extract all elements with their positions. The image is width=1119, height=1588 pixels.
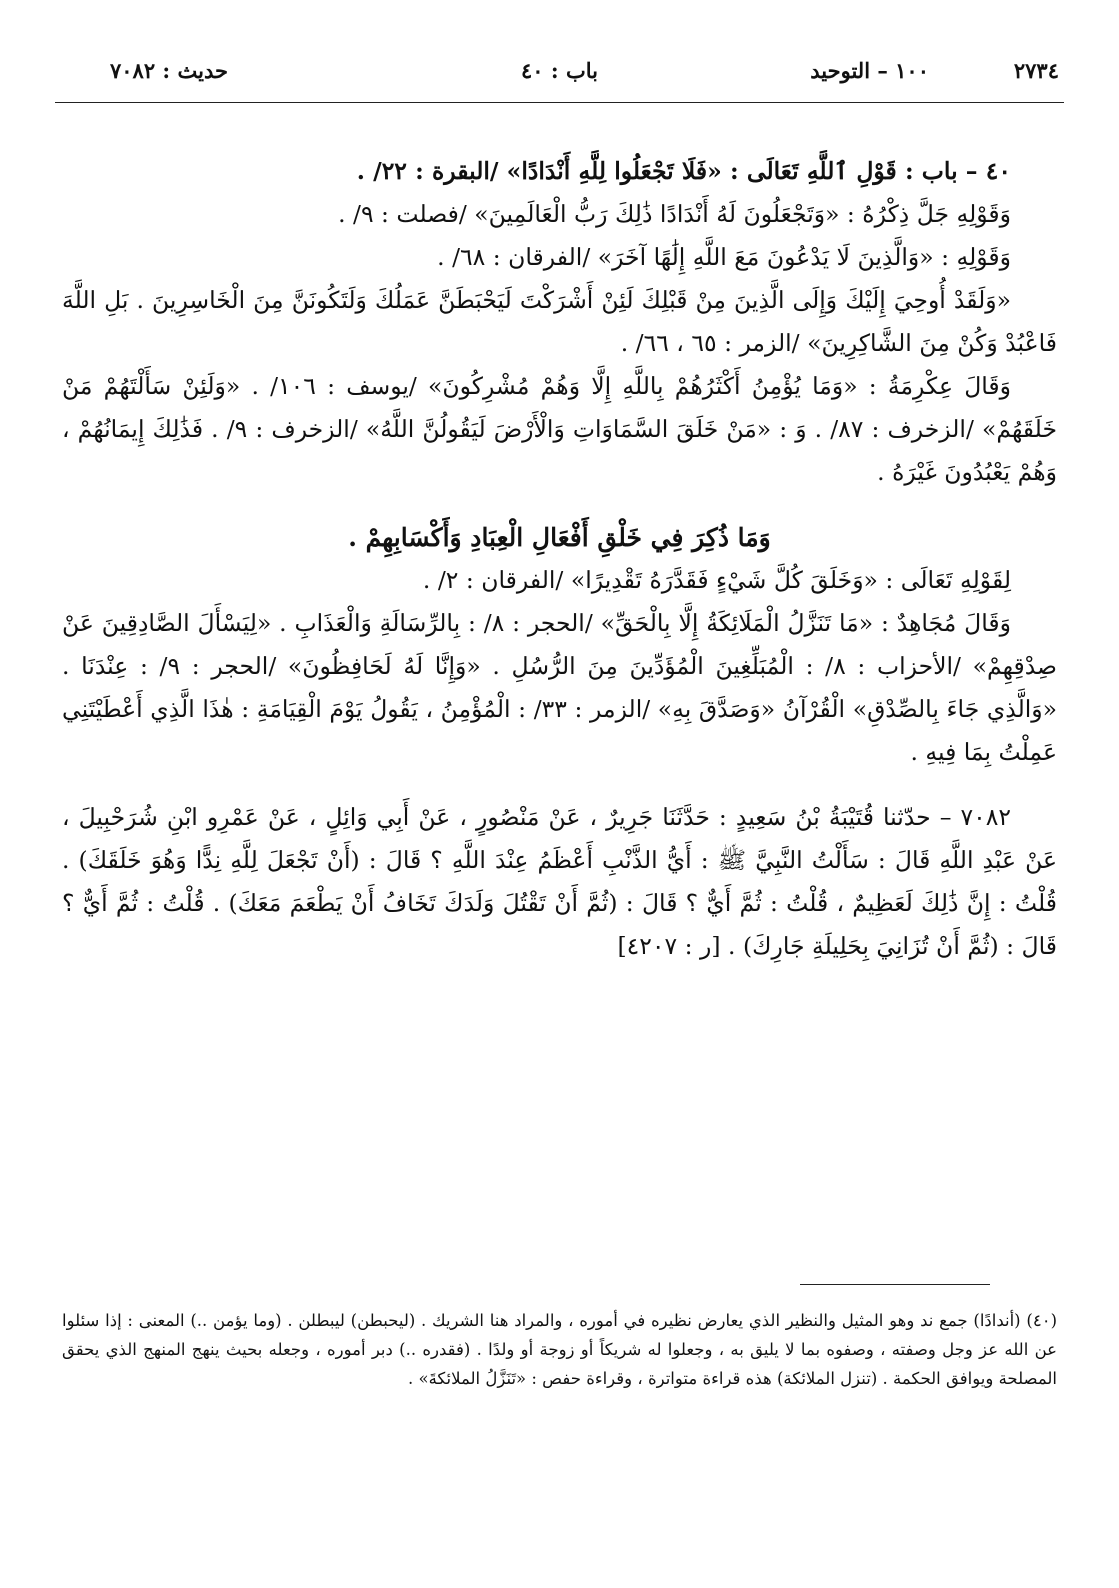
sub-heading: وَمَا ذُكِرَ فِي خَلْقِ أَفْعَالِ الْعِبَادِ وَأَكْسَابِهِمْ . bbox=[348, 523, 771, 552]
chapter-label: باب : ٤٠ bbox=[521, 58, 598, 83]
hadith-label: حديث : ٧٠٨٢ bbox=[110, 58, 228, 83]
header-divider bbox=[55, 102, 1064, 103]
chapter-title: ٤٠ – باب : قَوْلِ ٱللَّهِ تَعَالَى : «فَلَا تَجْعَلُوا لِلَّهِ أَنْدَادًا» /البقرة : ٢٢/ . bbox=[356, 157, 1011, 185]
footnote bbox=[62, 1306, 1057, 1393]
page-number: ٢٧٣٤ bbox=[1013, 58, 1059, 83]
running-header bbox=[60, 52, 1059, 96]
hadith-text: ٧٠٨٢ – حدّثنا قُتَيْبَةُ بْنُ سَعِيدٍ : حَدَّثَنَا جَرِيرٌ ، عَنْ مَنْصُورٍ ، عَنْ أَبِي وَائِلٍ ، عَنْ عَمْرِو ابْنِ شُرَحْبِيلَ ، عَنْ عَبْدِ اللَّهِ قَالَ : سَأَلْتُ النَّبِيَّ ﷺ : أَيُّ الذَّنْبِ أَعْظَمُ عِنْدَ اللَّهِ ؟ قَالَ : (أَنْ تَجْعَلَ لِلَّهِ نِدًّا وَهُوَ خَلَقَكَ) . قُلْتُ : إِنَّ ذَٰلِكَ لَعَظِيمٌ ، قُلْتُ : ثُمَّ أَيٌّ ؟ قَالَ : (ثُمَّ أَنْ تَقْتُلَ وَلَدَكَ تَخَافُ أَنْ يَطْعَمَ مَعَكَ) . قُلْتُ : ثُمَّ أَيٌّ ؟ قَالَ : (ثُمَّ أَنْ تُزَانِيَ بِحَلِيلَةِ جَارِكَ) . [ر : ٤٢٠٧] bbox=[62, 803, 1057, 960]
body-paragraph: وَقَالَ عِكْرِمَةُ : «وَمَا يُؤْمِنُ أَكْثَرُهُمْ بِاللَّهِ إِلَّا وَهُمْ مُشْرِكُونَ» /يوسف : ١٠٦/ . «وَلَئِنْ سَأَلْتَهُمْ مَنْ خَلَقَهُمْ» /الزخرف : ٨٧/ . وَ : «مَنْ خَلَقَ السَّمَاوَاتِ وَالْأَرْضَ لَيَقُولُنَّ اللَّهُ» /الزخرف : ٩/ . فَذَٰلِكَ إِيمَانُهُمْ ، وَهُمْ يَعْبُدُونَ غَيْرَهُ . bbox=[62, 372, 1057, 486]
body-paragraph: وَقَوْلِهِ : «وَالَّذِينَ لَا يَدْعُونَ مَعَ اللَّهِ إِلَٰهًا آخَرَ» /الفرقان : ٦٨/ . bbox=[437, 243, 1011, 271]
footnote-divider bbox=[800, 1284, 990, 1285]
footnote-text: (٤٠) (أندادًا) جمع ند وهو المثيل والنظير الذي يعارض نظيره في أموره ، والمراد هنا الشريك . (ليحبطن) ليبطلن . (وما يؤمن ..) المعنى : إذا سئلوا عن الله عز وجل وصفته ، وصفوه بما لا يليق به ، وجعلوا له شريكاً أو زوجة أو ولدًا . (فقدره ..) دبر أموره ، وجعله بحيث ينهج المنهج الذي يحقق المصلحة ويوافق الحكمة . (تنزل الملائكة) هذه قراءة متواترة ، وقراءة حفص : «تَنَزَّلُ الملائكةَ» . bbox=[62, 1311, 1057, 1388]
section-spacer bbox=[62, 774, 1057, 796]
body-paragraph: «وَلَقَدْ أُوحِيَ إِلَيْكَ وَإِلَى الَّذِينَ مِنْ قَبْلِكَ لَئِنْ أَشْرَكْتَ لَيَحْبَطَنَّ عَمَلُكَ وَلَتَكُونَنَّ مِنَ الْخَاسِرِينَ . بَلِ اللَّهَ فَاعْبُدْ وَكُنْ مِنَ الشَّاكِرِينَ» /الزمر : ٦٥ ، ٦٦/ . bbox=[62, 286, 1057, 357]
main-text bbox=[62, 150, 1057, 968]
sub-paragraph: لِقَوْلِهِ تَعَالَى : «وَخَلَقَ كُلَّ شَيْءٍ فَقَدَّرَهُ تَقْدِيرًا» /الفرقان : ٢/ . bbox=[422, 566, 1011, 594]
book-title: ١٠٠ – التوحيد bbox=[810, 58, 929, 83]
sub-paragraph: وَقَالَ مُجَاهِدٌ : «مَا تَنَزَّلُ الْمَلَائِكَةُ إِلَّا بِالْحَقِّ» /الحجر : ٨/ : بِالرِّسَالَةِ وَالْعَذَابِ . «لِيَسْأَلَ الصَّادِقِينَ عَنْ صِدْقِهِمْ» /الأحزاب : ٨/ : الْمُبَلِّغِينَ الْمُؤَدِّينَ مِنَ الرُّسُلِ . «وَإِنَّا لَهُ لَحَافِظُونَ» /الحجر : ٩/ : عِنْدَنَا . «وَالَّذِي جَاءَ بِالصِّدْقِ» الْقُرْآنُ «وَصَدَّقَ بِهِ» /الزمر : ٣٣/ : الْمُؤْمِنُ ، يَقُولُ يَوْمَ الْقِيَامَةِ : هٰذَا الَّذِي أَعْطَيْتَنِي عَمِلْتُ بِمَا فِيهِ . bbox=[62, 609, 1057, 766]
body-paragraph: وَقَوْلِهِ جَلَّ ذِكْرُهُ : «وَتَجْعَلُونَ لَهُ أَنْدَادًا ذَٰلِكَ رَبُّ الْعَالَمِينَ» /فصلت : ٩/ . bbox=[338, 200, 1011, 228]
section-spacer bbox=[62, 494, 1057, 516]
